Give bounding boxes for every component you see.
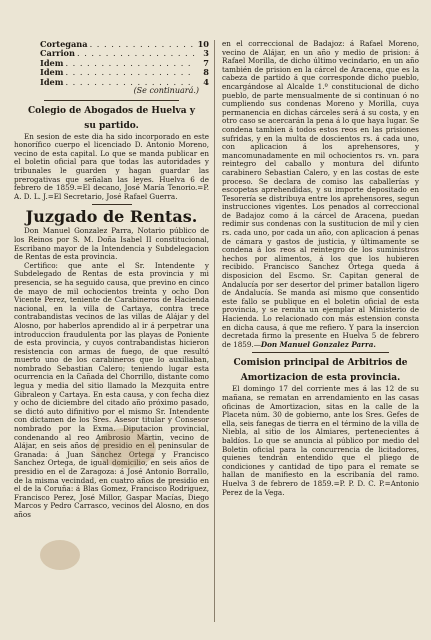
colegio-heading-1: Colegio de Abogados de Huelva y [28, 105, 195, 116]
right-para-1: en el correccional de Badajoz: á Rafael Moreno, vecino de Alájar, en un año y medio de prision: á Rafael Morilla, de dicho último vecindario, en un año también de prision en la cárcel de Aracena, que es la cabeza de partido á que corresponde dicho pueblo, encargándose al Alcalde 1.º constitucional de dicho pueblo, de parte mensualmente de si continuan ó no cumpliendo sus condenas Moreno y Morilla, cuya permanencia en dichas cárceles será á su costa, y en otro caso se acercarán la pena á lo que haya lugar. Se condena tambien á todos estos reos en las prisiones sufridas, y en la multa de doscientos rs. á cada uno, con aplicacion á los aprehensores, y mancomunadamente en mil ochocientos rs. vn. para reintegro del caballo y montura del difunto carabinero Sebastian Calero, y en las costas de este proceso. Se declara de comiso las caballerías y escopetas aprehendidas, y su importe depositado en Tesorería se distribuya entre los aprehensores, segun instrucciones vigentes. Los penados al correccional de Badajoz como á la cárcel de Aracena, puedan redimir sus condenas con la sustitucion de mil y cien rs. cada uno, por cada un año, con aplicacion á penas de cámara y gastos de justicia, y últimamente se condena á los reos al reintegro de los suministros hechos por alimentos, á los que los hubieren recibido. Francisco Sanchez Ortega queda á disposicion del Escmo. Sr. Capitan general de Andalucía por ser desertor del primer batallon ligero de Andalucía. Se manda así mismo que consentido este fallo se publique en el boletin oficial de esta provincia, y se remita un ejemplar al Ministerio de Hacienda. Lo relacionado con más estension consta en dicha causa, á que me refiero. Y para la insercion decretada firmo la presente en Huelva 5 de febrero de 1859.—Don Manuel Gonzalez Parra. [222, 40, 419, 349]
toc-number: 3 [203, 48, 209, 59]
toc-number: 10 [197, 40, 209, 49]
toc-number: 7 [203, 57, 209, 68]
toc-name: Idem [40, 76, 64, 87]
section-divider [44, 100, 179, 101]
toc-leader [75, 49, 195, 58]
toc-leader [88, 40, 195, 49]
right-para-1-text: en el correccional de Badajoz: á Rafael Moreno, vecino de Alájar, en un año y medio de prision: á Rafael Morilla, de dicho último vecindario, en un año también de prision en la cárcel de Aracena, que es la cabeza de partido á que corresponde dicho pueblo, encargándose al Alcalde 1.º constitucional de dicho pueblo, de parte mensualmente de si continuan ó no cumpliendo sus condenas Moreno y Morilla, cuya permanencia en dichas cárceles será á su costa, y en otro caso se acercarán la pena á lo que haya lugar. Se condena tambien á todos estos reos en las prisiones sufridas, y en la multa de doscientos rs. á cada uno, con aplicacion á los aprehensores, y mancomunadamente en mil ochocientos rs. vn. para reintegro del caballo y montura del difunto carabinero Sebastian Calero, y en las costas de este proceso. Se declara de comiso las caballerías y escopetas aprehendidas, y su importe depositado en Tesorería se distribuya entre los aprehensores, segun instrucciones vigentes. Los penados al correccional de Badajoz como á la cárcel de Aracena, puedan redimir sus condenas con la sustitucion de mil y cien rs. cada uno, por cada un año, con aplicacion á penas de cámara y gastos de justicia, y últimamente se condena á los reos al reintegro de los suministros hechos por alimentos, á los que los hubieren recibido. Francisco Sanchez Ortega queda á disposicion del Escmo. Sr. Capitan general de Andalucía por ser desertor del primer batallon ligero de Andalucía. Se manda así mismo que consentido este fallo se publique en el boletin oficial de esta provincia, y se remita un ejemplar al Ministerio de Hacienda. Lo relacionado con más estension consta en dicha causa, á que me refiero. Y para la insercion decretada firmo la presente en Huelva 5 de febrero de 1859. [222, 40, 419, 349]
juzgado-para-2: Certifico: que ante el Sr. Intendente y Subdelegado de Rentas de esta provincia y mi presencia, se ha seguido causa, que previno en cinco de mayo de mil ochocientos treinta y ocho Don Vicente Perez, teniente de Carabineros de Hacienda nacional, en la villa de Cartaya, contra trece contrabandistas vecinos de las villas de Alájar y del Alosno, por haberlos aprendido al ir á perpetrar una introduccion fraudulenta por las playas de Poniente de esta provincia, y cuyos contrabandistas hicieron resistencia con armas de fuego, de que resultó muerto uno de los carabineros que lo auxiliaban, nombrado Sebastian Calero; teniendo lugar esta ocurrencia en la Cañada del Chorrillo, distante como legua y media del sitio llamado la Mezquita entre Gibraleon y Cartaya. En esta causa, y con fecha diez y ocho de diciembre del citado año próximo pasado, se dictó auto difinitivo por el mismo Sr. Intendente con dictamen de los Sres. Asesor titular y Consesor nombrado por la Exma. Diputacion provincial, condenando al reo Ambrosio Martin, vecino de Alájar, en seis años de presidio en el peninsular de Granada: á Juan Sanchez Ortega y Francisco Sanchez Ortega, de igual domicilio, en seis años de presidio en el de Zaragoza: á José Antonio Borrallo, de la misma vecindad, en cuatro años de presidio en el de la Coruña: á Blas Gomez, Francisco Rodriguez, Francisco Perez, José Millor, Gaspar Macías, Diego Marcos y Pedro Carrasco, vecinos del Alosno, en dos años [14, 260, 209, 519]
toc-name: Carrion [40, 48, 75, 59]
right-column [222, 40, 419, 640]
toc-continues: (Se continuará.) [133, 86, 199, 96]
comision-heading-1: Comision principal de Arbitrios de [233, 358, 408, 369]
toc-name: Cortegana [40, 40, 88, 49]
toc-number: 8 [203, 67, 209, 78]
toc-leader [63, 59, 195, 68]
toc-list [14, 40, 209, 87]
section-divider [92, 204, 132, 205]
signature: Don Manuel Gonzalez Parra. [260, 339, 376, 349]
colegio-heading-2: su partido. [84, 120, 139, 131]
section-divider [252, 352, 389, 353]
toc-name: Idem [40, 57, 64, 68]
colegio-body: En sesion de este dia ha sido incorporado en este honorífico cuerpo el licenciado D. Antonio Moreno, vecino de esta capital. Lo que se manda publicar en el boletin oficial para que todas las autoridades y tribunales le guarden y hagan guardar las prerogativas que señalan las leyes. Huelva 6 de febrero de 1859.=El decano, José María Tenorio.=P. A. D. L. J.=El Secretario, José Rafael Guerra. [14, 131, 209, 201]
juzgado-heading: Juzgado de Rentas. [25, 207, 198, 227]
juzgado-para-1: Don Manuel Gonzalez Parra, Notario público de los Reinos por S. M. Doña Isabel II constitucional, Escribano mayor de la Intendencia y Subdelegacion de Rentas de esta provincia. [14, 226, 209, 262]
comision-heading-2: Amortizacion de esta provincia. [240, 373, 401, 384]
toc-name: Idem [40, 67, 64, 78]
toc-number: 4 [203, 76, 209, 87]
column-divider [214, 40, 215, 622]
toc-leader [63, 68, 195, 77]
left-column [14, 40, 209, 640]
comision-body: El domingo 17 del corriente mes á las 12 de su mañana, se rematan en arrendamiento en las casas oficinas de Amortizacion, sitas en la calle de la Placeta núm. 30 de gobierno, ante los Sres. Gefes de ella, seis fanegas de tierra en el término de la villa de Niebla, al sitio de los Almiares, pertenecientes á baldíos. Lo que se anuncia al público por medio del Boletin oficial para la concurrencia de licitadores, quienes tendrán entendido que el pliego de condiciones y cantidad de tipo para el remate se hallan de manifiesto en la escribanía del ramo. Huelva 3 de febrero de 1859.=P. P. D. C. P.=Antonio Perez de la Vega. [222, 384, 419, 497]
